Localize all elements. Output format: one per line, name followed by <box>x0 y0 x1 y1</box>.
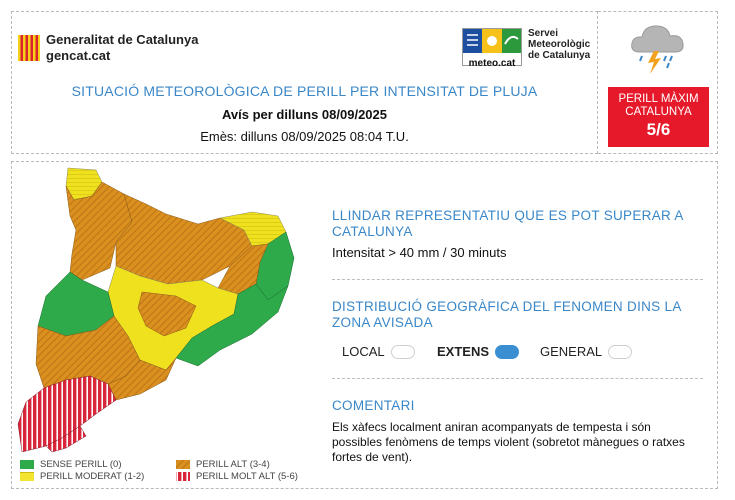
legend-label: SENSE PERILL (0) <box>40 459 122 470</box>
section-divider <box>332 378 703 379</box>
comment-text: Els xàfecs localment aniran acompanyats de tempesta i són possibles fenòmens de temps violent (sobretot mànegues o ratxes fortes de vent). <box>332 420 685 464</box>
legend-item-perill-alt <box>176 459 270 470</box>
legend-swatch-red <box>176 472 190 481</box>
legend-item-sense-perill <box>20 459 121 470</box>
section-divider <box>332 279 703 280</box>
smc-line-2: Meteorològic <box>528 39 591 50</box>
option-local[interactable] <box>342 344 415 359</box>
meteocat-symbols-icon <box>463 29 521 53</box>
option-general[interactable] <box>540 344 632 359</box>
legend-swatch-orange <box>176 460 190 469</box>
option-label: LOCAL <box>342 344 385 359</box>
senyera-icon <box>18 35 40 61</box>
issued-date: Emès: dilluns 08/09/2025 08:04 T.U. <box>200 129 409 144</box>
comment-title: COMENTARI <box>332 398 415 413</box>
threshold-text: Intensitat > 40 mm / 30 minuts <box>332 245 507 260</box>
max-danger-badge <box>608 87 709 147</box>
catalonia-danger-map <box>16 166 306 456</box>
warning-date: Avís per dilluns 08/09/2025 <box>222 107 387 122</box>
smc-line-1: Servei <box>528 28 559 39</box>
page-title: SITUACIÓ METEOROLÒGICA DE PERILL PER INTENSITAT DE PLUJA <box>71 83 538 99</box>
legend-label: PERILL ALT (3-4) <box>196 459 270 470</box>
storm-rain-cloud-icon <box>628 18 688 76</box>
meteocat-logo[interactable] <box>462 28 591 69</box>
max-danger-line2: CATALUNYA <box>625 106 692 118</box>
legend-item-perill-molt-alt <box>176 471 298 482</box>
gencat-logo[interactable] <box>18 32 198 64</box>
toggle-extens[interactable] <box>495 345 519 359</box>
legend-label: PERILL MODERAT (1-2) <box>40 471 145 482</box>
threshold-title: LLINDAR REPRESENTATIU QUE ES POT SUPERAR A CATALUNYA <box>332 208 683 239</box>
option-extens[interactable] <box>437 344 519 359</box>
smc-line-3: de Catalunya <box>528 50 591 61</box>
meteocat-label: meteo.cat <box>468 58 516 69</box>
toggle-general[interactable] <box>608 345 632 359</box>
legend-swatch-green <box>20 460 34 469</box>
distribution-title: DISTRIBUCIÓ GEOGRÀFICA DEL FENOMEN DINS LA ZONA AVISADA <box>332 299 681 330</box>
option-label: EXTENS <box>437 344 490 359</box>
meteocat-mark <box>462 28 522 69</box>
legend-label: PERILL MOLT ALT (5-6) <box>196 471 298 482</box>
toggle-local[interactable] <box>391 345 415 359</box>
option-label: GENERAL <box>540 344 603 359</box>
legend-item-perill-moderat <box>20 471 144 482</box>
gencat-url: gencat.cat <box>46 48 111 63</box>
max-danger-value: 5/6 <box>646 120 671 139</box>
legend-swatch-yellow <box>20 472 34 481</box>
max-danger-line1: PERILL MÀXIM <box>618 93 699 105</box>
gencat-name: Generalitat de Catalunya <box>46 32 199 47</box>
